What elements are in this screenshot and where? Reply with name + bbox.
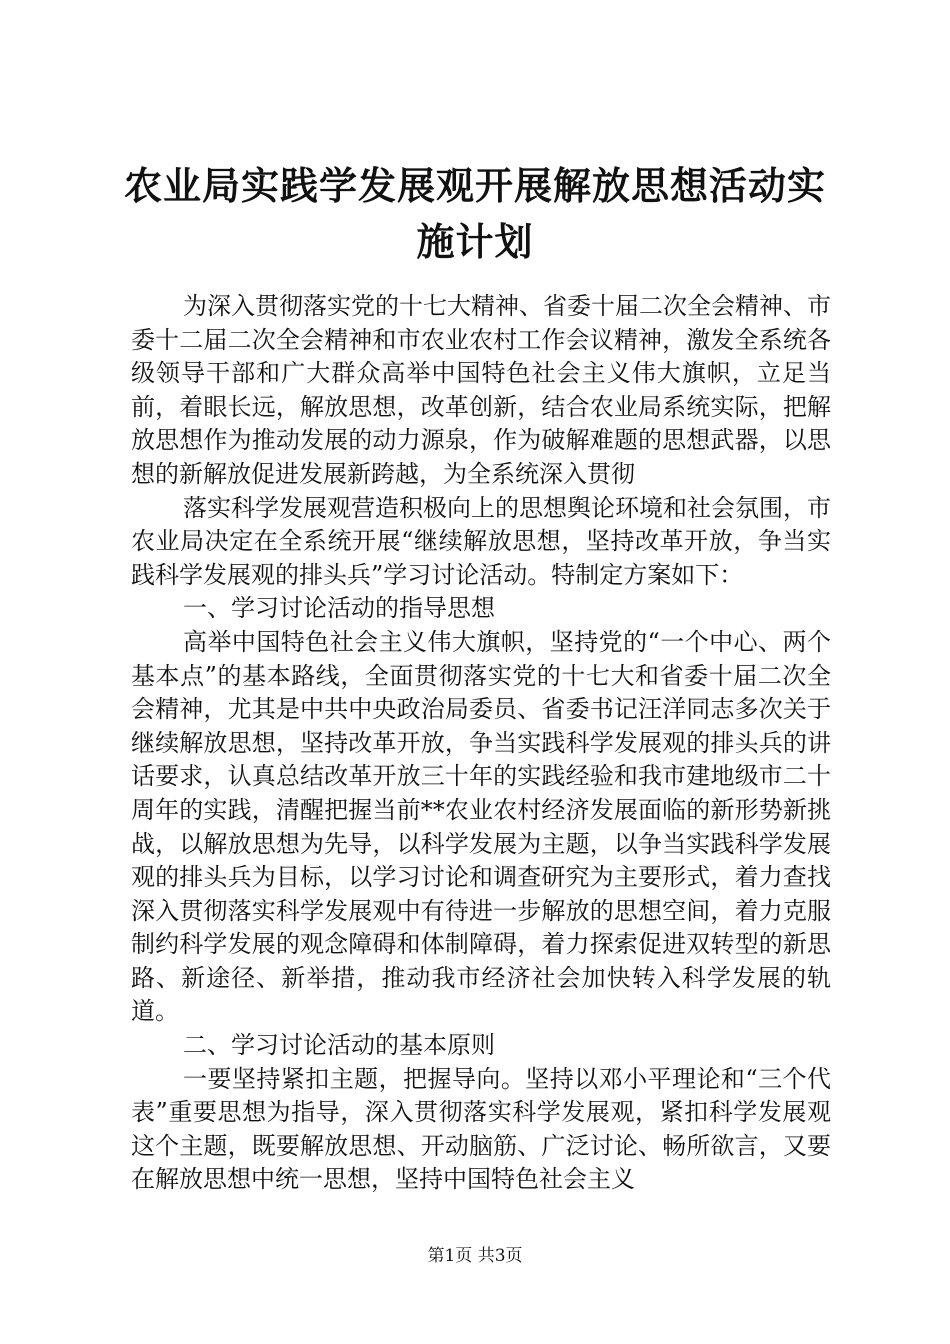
document-body [131,290,831,1197]
page-number: 第1页 共3页 [427,1246,523,1266]
paragraph-decision: 落实科学发展观营造积极向上的思想舆论环境和社会氛围，市农业局决定在全系统开展“继续解放思想，坚持改革开放，争当实践科学发展观的排头兵”学习讨论活动。特制定方案如下： [131,493,831,589]
paragraph-guiding-ideology: 高举中国特色社会主义伟大旗帜，坚持党的“一个中心、两个基本点”的基本路线，全面贯彻落实党的十七大和省委十届二次全会精神，尤其是中共中央政治局委员、省委书记汪洋同志多次关于继续解放思想，坚持改革开放，争当实践科学发展观的排头兵的讲话要求，认真总结改革开放三十年的实践经验和我市建地级市二十周年的实践，清醒把握当前**农业农村经济发展面临的新形势新挑战，以解放思想为先导，以科学发展为主题，以争当实践科学发展观的排头兵为目标，以学习讨论和调查研究为主要形式，着力查找深入贯彻落实科学发展观中有待进一步解放的思想空间，着力克服制约科学发展的观念障碍和体制障碍，着力探索促进双转型的新思路、新途径、新举措，推动我市经济社会加快转入科学发展的轨道。 [131,627,831,1026]
section-heading-basic-principles: 二、学习讨论活动的基本原则 [183,1031,495,1060]
paragraph-intro: 为深入贯彻落实党的十七大精神、省委十届二次全会精神、市委十二届二次全会精神和市农业农村工作会议精神，激发全系统各级领导干部和广大群众高举中国特色社会主义伟大旗帜，立足当前，着眼长远，解放思想，改革创新，结合农业局系统实际，把解放思想作为推动发展的动力源泉，作为破解难题的思想武器，以思想的新解放促进发展新跨越，为全系统深入贯彻 [131,292,831,488]
section-heading-guiding-ideology: 一、学习讨论活动的指导思想 [183,594,495,623]
paragraph-principle-one: 一要坚持紧扣主题，把握导向。坚持以邓小平理论和“三个代表”重要思想为指导，深入贯彻落实科学发展观，紧扣科学发展观这个主题，既要解放思想、开动脑筋、广泛讨论、畅所欲言，又要在解放思想中统一思想，坚持中国特色社会主义 [131,1064,831,1194]
document-title: 农业局实践学发展观开展解放思想活动实施计划 [123,164,826,264]
